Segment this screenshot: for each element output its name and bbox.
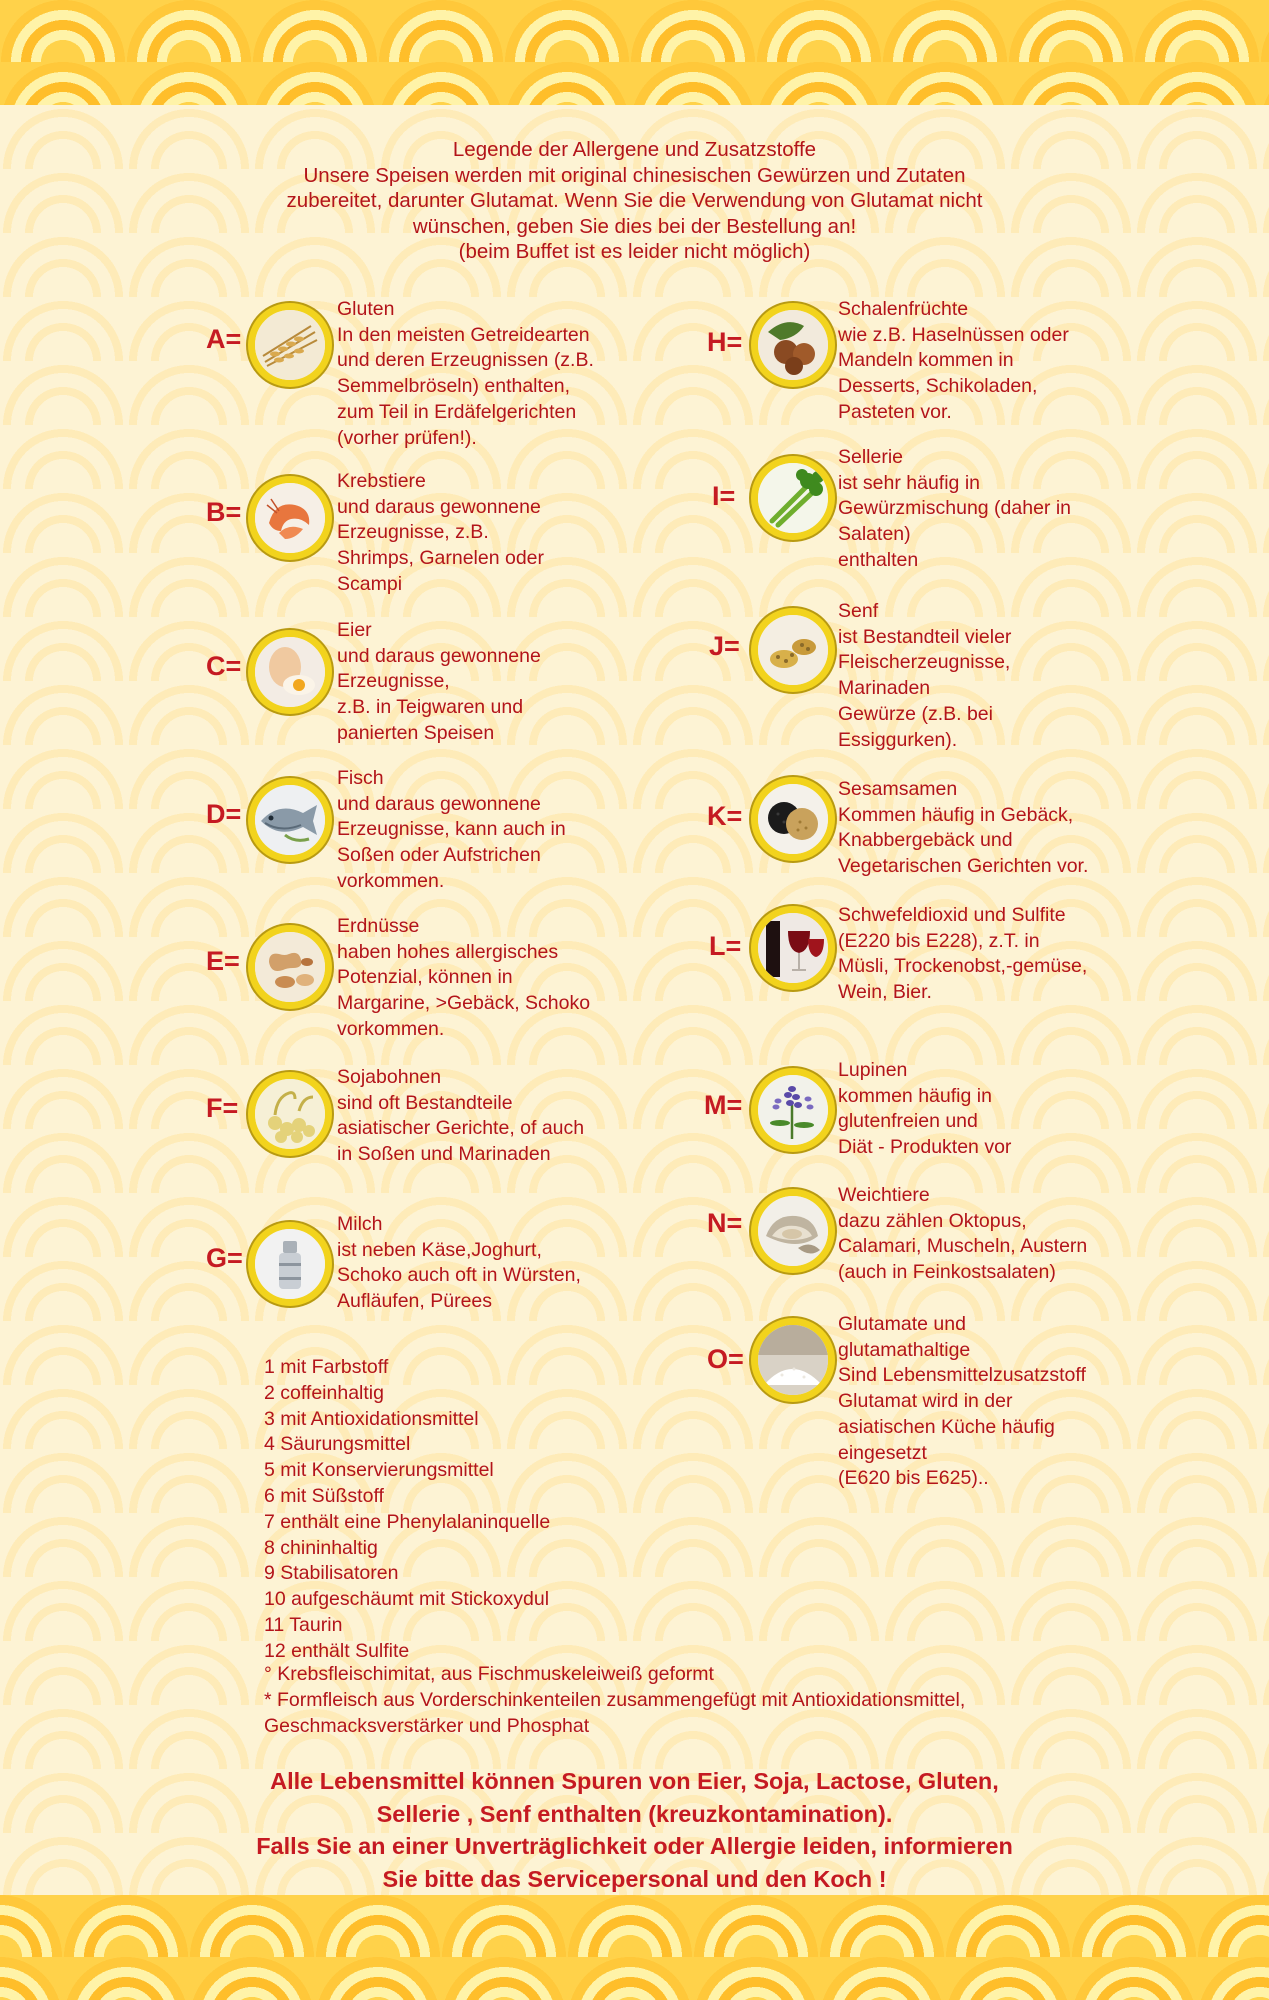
allergen-desc: In den meisten Getreidearten (337, 323, 590, 346)
allergen-letter: K= (707, 801, 743, 831)
allergen-name: Senf (838, 600, 879, 622)
wine-icon (751, 906, 835, 990)
allergen-letter: I= (712, 481, 736, 511)
allergen-desc: glutamathaltige (838, 1338, 971, 1361)
allergen-desc: in Soßen und Marinaden (337, 1143, 551, 1166)
allergen-name: Erdnüsse (337, 915, 420, 937)
allergen-desc: glutenfreien und (838, 1110, 978, 1133)
intro (150, 137, 1119, 265)
allergen-desc: Gewürzmischung (daher in (838, 497, 1072, 520)
footnote: Geschmacksverstärker und Phosphat (264, 1714, 590, 1737)
allergen-letter: L= (709, 931, 742, 961)
allergen-desc: Erzeugnisse, kann auch in (337, 818, 566, 841)
allergen-desc: Kommen häufig in Gebäck, (838, 803, 1074, 826)
allergen-desc: ist sehr häufig in (838, 471, 980, 494)
allergen-desc: Potenzial, können in (337, 966, 513, 989)
oyster-icon (751, 1189, 835, 1273)
allergen-desc: Erzeugnisse, z.B. (337, 521, 489, 544)
allergen-desc: enthalten (838, 548, 919, 571)
allergen-desc: Marinaden (838, 677, 931, 700)
allergen-desc: Wein, Bier. (838, 981, 932, 1004)
additive-item: 2 coffeinhaltig (264, 1381, 384, 1404)
allergen-desc: ist neben Käse,Joghurt, (337, 1238, 542, 1261)
additives-list (264, 1355, 550, 1665)
allergen-name: Fisch (337, 767, 384, 789)
allergen-letter: J= (709, 631, 740, 661)
bottom-pattern-band (0, 1895, 1269, 2000)
allergen-desc: (E620 bis E625).. (838, 1467, 989, 1490)
allergen-desc: Pasteten vor. (838, 400, 952, 423)
additive-item: 1 mit Farbstoff (264, 1356, 389, 1378)
allergen-desc: haben hohes allergisches (337, 940, 559, 963)
milk-can-icon (248, 1222, 332, 1306)
allergen-desc: Mandeln kommen in (838, 349, 1014, 372)
egg-icon (248, 630, 332, 714)
allergen-letter: D= (206, 799, 242, 829)
allergen-desc: vorkommen. (337, 869, 445, 892)
allergen-desc: Fleischerzeugnisse, (838, 651, 1011, 674)
additive-item: 7 enthält eine Phenylalaninquelle (264, 1510, 551, 1533)
wheat-icon (248, 303, 332, 387)
allergen-desc: (vorher prüfen!). (337, 426, 477, 449)
allergen-name: Lupinen (838, 1059, 908, 1081)
additive-item: 3 mit Antioxidationsmittel (264, 1407, 479, 1430)
allergen-desc: Vegetarischen Gerichten vor. (838, 855, 1089, 878)
allergen-desc: panierten Speisen (337, 721, 495, 744)
allergen-letter: N= (707, 1208, 743, 1238)
allergen-desc: Semmelbröseln) enthalten, (337, 375, 571, 398)
allergen-letter: H= (707, 327, 743, 357)
intro-line: wünschen, geben Sie dies bei der Bestellung an! (412, 214, 857, 238)
lupine-icon (751, 1068, 835, 1152)
allergen-name: Krebstiere (337, 470, 426, 492)
allergen-desc: und daraus gewonnene (337, 792, 541, 815)
shrimp-icon (248, 476, 332, 560)
allergen-desc: Sind Lebensmittelzusatzstoff (838, 1364, 1086, 1387)
allergen-desc: Soßen oder Aufstrichen (337, 844, 541, 867)
notice-line: Falls Sie an einer Unverträglichkeit oder Allergie leiden, informieren (256, 1833, 1013, 1859)
allergen-desc: (auch in Feinkostsalaten) (838, 1261, 1056, 1284)
allergen-desc: Calamari, Muscheln, Austern (838, 1235, 1088, 1258)
allergen-desc: Scampi (337, 572, 403, 595)
allergen-desc: Desserts, Schikoladen, (838, 375, 1038, 398)
additive-item: 6 mit Süßstoff (264, 1484, 384, 1507)
allergen-desc: (E220 bis E228), z.T. in (838, 929, 1040, 952)
allergen-name: Sellerie (838, 446, 904, 468)
allergen-name: Milch (337, 1213, 383, 1235)
additive-item: 11 Taurin (264, 1613, 343, 1636)
allergen-name: Sesamsamen (838, 778, 958, 800)
intro-line: Unsere Speisen werden mit original chinesischen Gewürzen und Zutaten (303, 163, 966, 187)
soybean-icon (248, 1072, 332, 1156)
allergen-name: Gluten (337, 298, 395, 320)
allergen-desc: eingesetzt (838, 1441, 927, 1464)
footnote: * Formfleisch aus Vorderschinkenteilen zusammengefügt mit Antioxidationsmittel, (264, 1688, 966, 1711)
allergen-letter: F= (206, 1093, 239, 1123)
notice-line: Alle Lebensmittel können Spuren von Eier, Soja, Lactose, Gluten, (270, 1768, 999, 1794)
allergen-desc: Schoko auch oft in Würsten, (337, 1264, 581, 1287)
allergen-letter: O= (707, 1344, 744, 1374)
additive-item: 4 Säurungsmittel (264, 1433, 411, 1456)
intro-line: zubereitet, darunter Glutamat. Wenn Sie die Verwendung von Glutamat nicht (286, 189, 983, 212)
allergen-name: Sojabohnen (337, 1066, 442, 1088)
allergen-letter: C= (206, 651, 242, 681)
allergen-desc: kommen häufig in (838, 1084, 992, 1107)
allergen-desc: zum Teil in Erdäfelgerichten (337, 400, 577, 423)
allergen-letter: E= (206, 946, 240, 976)
allergen-desc: Müsli, Trockenobst,-gemüse, (838, 955, 1088, 978)
allergen-name: Glutamate und (838, 1313, 966, 1335)
allergen-desc: Knabbergebäck und (838, 829, 1013, 852)
allergen-desc: asiatischen Küche häufig (838, 1415, 1055, 1438)
allergen-letter: M= (704, 1090, 743, 1120)
additive-item: 5 mit Konservierungsmittel (264, 1459, 494, 1482)
hazelnut-icon (751, 303, 835, 387)
cross-contamination-notice (150, 1765, 1119, 1895)
mustard-icon (751, 608, 835, 692)
allergen-name: Schalenfrüchte (838, 298, 969, 320)
allergen-desc: und deren Erzeugnissen (z.B. (337, 349, 594, 372)
additive-item: 12 enthält Sulfite (264, 1639, 410, 1662)
allergen-desc: und daraus gewonnene (337, 644, 541, 667)
allergen-desc: z.B. in Teigwaren und (337, 696, 524, 719)
allergen-letter: A= (206, 324, 242, 354)
allergen-name: Eier (337, 619, 372, 641)
allergen-name: Weichtiere (838, 1184, 930, 1206)
allergen-desc: Glutamat wird in der (838, 1390, 1013, 1413)
allergen-desc: Diät - Produkten vor (838, 1136, 1012, 1159)
intro-line: (beim Buffet ist es leider nicht möglich) (458, 240, 811, 263)
allergen-desc: ist Bestandteil vieler (838, 625, 1012, 648)
additive-item: 9 Stabilisatoren (264, 1562, 399, 1585)
sesame-icon (751, 777, 835, 861)
additive-item: 10 aufgeschäumt mit Stickoxydul (264, 1588, 550, 1611)
allergen-desc: und daraus gewonnene (337, 495, 541, 518)
allergen-desc: Aufläufen, Pürees (337, 1290, 493, 1313)
allergen-desc: asiatischer Gerichte, of auch (337, 1117, 585, 1140)
allergen-desc: Margarine, >Gebäck, Schoko (337, 992, 591, 1015)
allergen-desc: Salaten) (838, 523, 911, 546)
allergen-desc: vorkommen. (337, 1017, 445, 1040)
notice-line: Sellerie , Senf enthalten (kreuzkontamination). (376, 1800, 893, 1827)
top-pattern-band (0, 0, 1269, 105)
additive-item: 8 chininhaltig (264, 1536, 378, 1559)
fish-icon (248, 778, 332, 862)
allergen-desc: dazu zählen Oktopus, (838, 1209, 1027, 1232)
allergen-desc: Erzeugnisse, (337, 670, 450, 693)
allergen-desc: wie z.B. Haselnüssen oder (838, 323, 1069, 346)
allergen-desc: Essiggurken). (838, 728, 958, 751)
allergen-desc: Gewürze (z.B. bei (838, 702, 993, 725)
notice-line: Sie bitte das Servicepersonal und den Koch ! (382, 1865, 887, 1892)
legend-title: Legende der Allergene und Zusatzstoffe (452, 138, 817, 161)
allergen-letter: B= (206, 497, 242, 527)
allergen-desc: Shrimps, Garnelen oder (337, 547, 545, 570)
glutamate-icon (751, 1318, 835, 1402)
allergen-desc: sind oft Bestandteile (337, 1091, 513, 1114)
peanut-icon (248, 925, 332, 1009)
footnotes (264, 1662, 965, 1739)
celery-icon (751, 456, 835, 540)
allergen-name: Schwefeldioxid und Sulfite (838, 904, 1066, 926)
footnote: ° Krebsfleischimitat, aus Fischmuskeleiweiß geformt (264, 1663, 714, 1685)
allergen-letter: G= (206, 1243, 243, 1273)
